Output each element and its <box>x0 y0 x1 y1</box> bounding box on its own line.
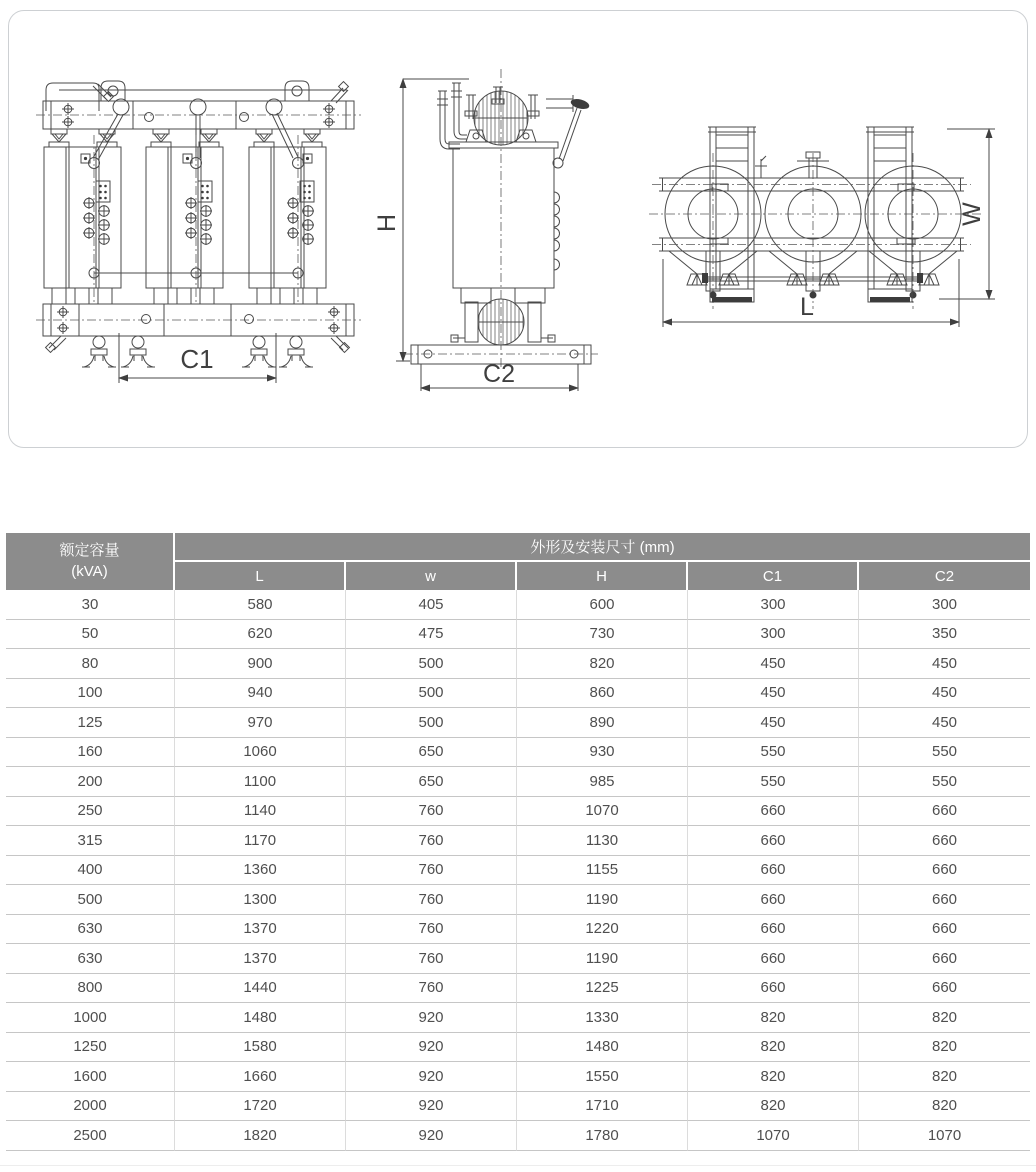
dimension-cell: 1225 <box>517 974 688 1004</box>
dimension-cell: 300 <box>859 590 1030 620</box>
table-row <box>6 826 1030 856</box>
dimension-cell: 920 <box>346 1121 517 1151</box>
capacity-cell: 250 <box>6 797 175 827</box>
dimension-cell: 820 <box>688 1003 859 1033</box>
dimension-label-c1: C1 <box>180 344 214 374</box>
side-view-drawing <box>396 69 598 391</box>
dimension-cell: 1140 <box>175 797 346 827</box>
dimension-cell: 660 <box>859 915 1030 945</box>
dimension-cell: 1130 <box>517 826 688 856</box>
dimension-cell: 1155 <box>517 856 688 886</box>
dimension-cell: 1190 <box>517 885 688 915</box>
dimension-cell: 1370 <box>175 915 346 945</box>
header-col-c1: C1 <box>688 562 859 590</box>
table-row <box>6 1062 1030 1092</box>
dimension-cell: 760 <box>346 856 517 886</box>
dimension-cell: 600 <box>517 590 688 620</box>
dimension-cell: 650 <box>346 738 517 768</box>
dimension-cell: 660 <box>688 856 859 886</box>
dimension-cell: 760 <box>346 885 517 915</box>
dimension-cell: 450 <box>859 708 1030 738</box>
dimension-cell: 1370 <box>175 944 346 974</box>
dimension-cell: 660 <box>859 856 1030 886</box>
capacity-cell: 1600 <box>6 1062 175 1092</box>
dimension-cell: 1070 <box>688 1121 859 1151</box>
dimension-cell: 500 <box>346 649 517 679</box>
table-row <box>6 679 1030 709</box>
table-row <box>6 1033 1030 1063</box>
transformer-drawings <box>9 11 1027 447</box>
dimension-cell: 820 <box>859 1092 1030 1122</box>
dimension-cell: 550 <box>688 767 859 797</box>
dimension-cell: 985 <box>517 767 688 797</box>
capacity-cell: 125 <box>6 708 175 738</box>
dimension-label-c2: C2 <box>483 360 515 388</box>
dimension-cell: 1070 <box>517 797 688 827</box>
table-row <box>6 649 1030 679</box>
dimension-cell: 920 <box>346 1092 517 1122</box>
dimensions-table <box>6 533 1030 1151</box>
dimension-cell: 900 <box>175 649 346 679</box>
dimension-cell: 620 <box>175 620 346 650</box>
dimension-cell: 760 <box>346 826 517 856</box>
header-col-h: H <box>517 562 688 590</box>
dimension-cell: 300 <box>688 590 859 620</box>
capacity-cell: 30 <box>6 590 175 620</box>
dimension-cell: 1660 <box>175 1062 346 1092</box>
dimension-cell: 550 <box>859 767 1030 797</box>
dimension-cell: 970 <box>175 708 346 738</box>
table-row <box>6 974 1030 1004</box>
dimension-label-l: L <box>800 293 814 321</box>
dimension-cell: 1190 <box>517 944 688 974</box>
dimension-cell: 820 <box>859 1062 1030 1092</box>
table-row <box>6 708 1030 738</box>
capacity-cell: 50 <box>6 620 175 650</box>
diagram-panel <box>8 10 1028 448</box>
dimension-cell: 1300 <box>175 885 346 915</box>
dimension-cell: 860 <box>517 679 688 709</box>
dimension-cell: 1360 <box>175 856 346 886</box>
dimension-cell: 820 <box>688 1062 859 1092</box>
dimension-cell: 475 <box>346 620 517 650</box>
dimension-cell: 660 <box>859 826 1030 856</box>
dimension-cell: 660 <box>859 974 1030 1004</box>
dimension-cell: 550 <box>688 738 859 768</box>
table-row <box>6 590 1030 620</box>
capacity-cell: 200 <box>6 767 175 797</box>
dimension-cell: 660 <box>688 915 859 945</box>
front-view-drawing <box>36 81 361 383</box>
dimension-cell: 500 <box>346 679 517 709</box>
header-col-c2: C2 <box>859 562 1030 590</box>
rated-capacity-line2: (kVA) <box>71 562 108 580</box>
dimension-cell: 450 <box>688 708 859 738</box>
dimensions-table-body <box>6 590 1030 1151</box>
dimension-cell: 1550 <box>517 1062 688 1092</box>
capacity-cell: 2500 <box>6 1121 175 1151</box>
dimensions-table-header <box>6 533 1030 590</box>
dimension-cell: 1720 <box>175 1092 346 1122</box>
capacity-cell: 315 <box>6 826 175 856</box>
dimension-cell: 1480 <box>517 1033 688 1063</box>
dimension-cell: 730 <box>517 620 688 650</box>
dimension-cell: 760 <box>346 797 517 827</box>
rated-capacity-line1: 额定容量 <box>59 542 120 560</box>
header-col-l: L <box>175 562 346 590</box>
dimension-cell: 450 <box>688 679 859 709</box>
dimension-cell: 500 <box>346 708 517 738</box>
table-row <box>6 1003 1030 1033</box>
dimension-cell: 550 <box>859 738 1030 768</box>
dimension-cell: 820 <box>688 1033 859 1063</box>
table-row <box>6 885 1030 915</box>
table-row <box>6 738 1030 768</box>
table-row <box>6 797 1030 827</box>
dimension-cell: 660 <box>688 944 859 974</box>
dimension-cell: 660 <box>859 885 1030 915</box>
dimension-cell: 660 <box>688 826 859 856</box>
table-row <box>6 1121 1030 1151</box>
dimension-cell: 450 <box>859 679 1030 709</box>
dimension-cell: 1060 <box>175 738 346 768</box>
dimension-cell: 760 <box>346 974 517 1004</box>
capacity-cell: 100 <box>6 679 175 709</box>
dimension-cell: 660 <box>688 885 859 915</box>
dimension-cell: 820 <box>859 1003 1030 1033</box>
dimension-cell: 1710 <box>517 1092 688 1122</box>
capacity-cell: 800 <box>6 974 175 1004</box>
dimension-cell: 920 <box>346 1003 517 1033</box>
dimension-cell: 1580 <box>175 1033 346 1063</box>
capacity-cell: 80 <box>6 649 175 679</box>
dimension-cell: 760 <box>346 944 517 974</box>
dimension-cell: 820 <box>517 649 688 679</box>
dimension-cell: 920 <box>346 1033 517 1063</box>
table-row <box>6 767 1030 797</box>
dimension-cell: 1330 <box>517 1003 688 1033</box>
dimension-cell: 660 <box>859 944 1030 974</box>
capacity-cell: 630 <box>6 915 175 945</box>
bottom-divider <box>0 1165 1036 1166</box>
capacity-cell: 160 <box>6 738 175 768</box>
dimension-cell: 940 <box>175 679 346 709</box>
dimension-cell: 920 <box>346 1062 517 1092</box>
table-row <box>6 915 1030 945</box>
dimension-label-w: W <box>958 202 986 226</box>
dimension-cell: 1100 <box>175 767 346 797</box>
capacity-cell: 1250 <box>6 1033 175 1063</box>
dimension-cell: 1440 <box>175 974 346 1004</box>
dimension-cell: 450 <box>859 649 1030 679</box>
header-col-w: w <box>346 562 517 590</box>
dimension-cell: 820 <box>688 1092 859 1122</box>
capacity-cell: 1000 <box>6 1003 175 1033</box>
dimension-cell: 930 <box>517 738 688 768</box>
table-row <box>6 944 1030 974</box>
capacity-cell: 2000 <box>6 1092 175 1122</box>
dimension-cell: 1220 <box>517 915 688 945</box>
dimension-cell: 660 <box>859 797 1030 827</box>
table-row <box>6 1092 1030 1122</box>
dimension-cell: 820 <box>859 1033 1030 1063</box>
dimension-cell: 650 <box>346 767 517 797</box>
dimension-cell: 1780 <box>517 1121 688 1151</box>
dimensions-table-section <box>6 533 1030 1151</box>
dimension-cell: 890 <box>517 708 688 738</box>
dimension-cell: 1070 <box>859 1121 1030 1151</box>
table-row <box>6 620 1030 650</box>
dimension-label-h: H <box>373 213 401 233</box>
top-view-drawing <box>649 127 995 327</box>
dimension-cell: 300 <box>688 620 859 650</box>
dimension-cell: 450 <box>688 649 859 679</box>
dimension-cell: 580 <box>175 590 346 620</box>
capacity-cell: 630 <box>6 944 175 974</box>
header-rated-capacity <box>6 533 175 590</box>
capacity-cell: 500 <box>6 885 175 915</box>
dimension-cell: 1820 <box>175 1121 346 1151</box>
header-dimensions-group: 外形及安装尺寸 (mm) <box>175 533 1030 562</box>
capacity-cell: 400 <box>6 856 175 886</box>
dimension-cell: 660 <box>688 974 859 1004</box>
dimension-cell: 760 <box>346 915 517 945</box>
dimension-cell: 405 <box>346 590 517 620</box>
table-row <box>6 856 1030 886</box>
dimension-cell: 1170 <box>175 826 346 856</box>
dimension-cell: 1480 <box>175 1003 346 1033</box>
dimension-cell: 350 <box>859 620 1030 650</box>
dimension-cell: 660 <box>688 797 859 827</box>
